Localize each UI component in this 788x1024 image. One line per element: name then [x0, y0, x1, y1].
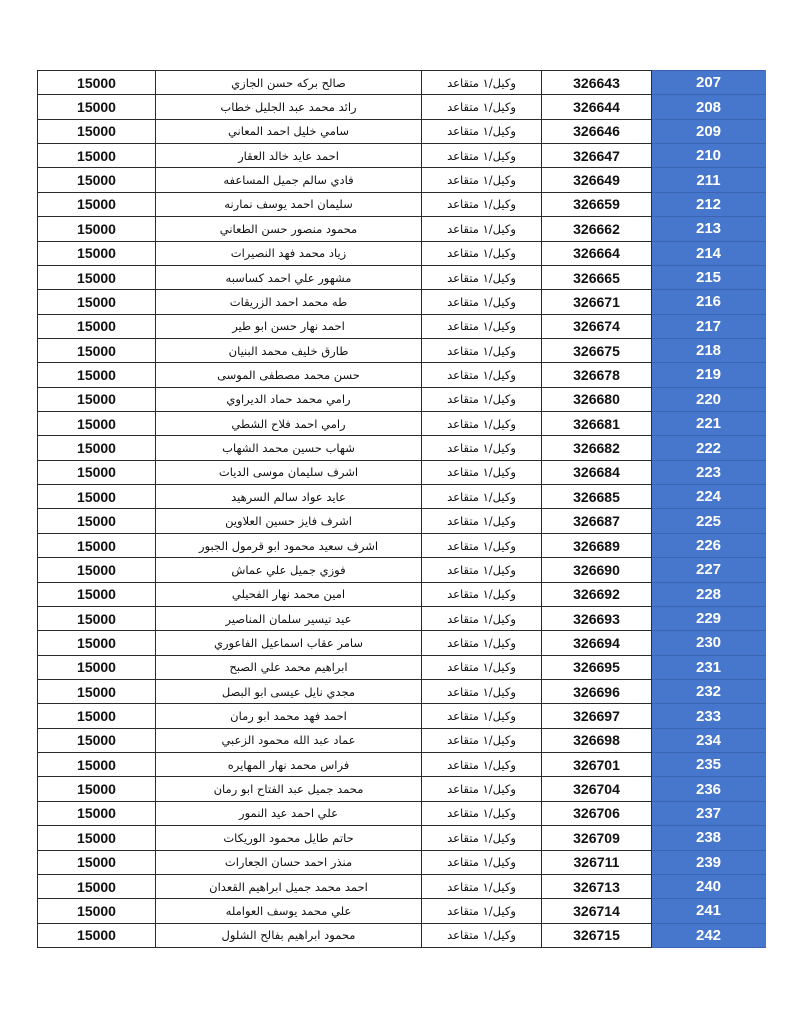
amount-cell: 15000 — [38, 850, 156, 874]
name-cell: طه محمد احمد الزريقات — [156, 290, 422, 314]
id-number-cell: 326693 — [542, 606, 652, 630]
amount-cell: 15000 — [38, 777, 156, 801]
name-cell: محمود منصور حسن الطعاني — [156, 217, 422, 241]
id-number-cell: 326698 — [542, 728, 652, 752]
id-number-cell: 326704 — [542, 777, 652, 801]
table-row — [38, 631, 766, 655]
name-cell: عماد عبد الله محمود الزعبي — [156, 728, 422, 752]
id-number-cell: 326690 — [542, 558, 652, 582]
amount-cell: 15000 — [38, 71, 156, 95]
row-index-cell: 228 — [652, 582, 766, 606]
table-row — [38, 655, 766, 679]
name-cell: عايد عواد سالم السرهيد — [156, 485, 422, 509]
id-number-cell: 326701 — [542, 753, 652, 777]
id-number-cell: 326692 — [542, 582, 652, 606]
id-number-cell: 326715 — [542, 923, 652, 947]
amount-cell: 15000 — [38, 265, 156, 289]
name-cell: فادي سالم جميل المساعفه — [156, 168, 422, 192]
name-cell: سليمان احمد يوسف نمارنه — [156, 192, 422, 216]
table-row — [38, 338, 766, 362]
amount-cell: 15000 — [38, 95, 156, 119]
row-index-cell: 235 — [652, 753, 766, 777]
amount-cell: 15000 — [38, 314, 156, 338]
rank-cell: وكيل/١ متقاعد — [422, 71, 542, 95]
row-index-cell: 207 — [652, 71, 766, 95]
rank-cell: وكيل/١ متقاعد — [422, 826, 542, 850]
name-cell: محمد جميل عبد الفتاح ابو رمان — [156, 777, 422, 801]
rank-cell: وكيل/١ متقاعد — [422, 144, 542, 168]
id-number-cell: 326659 — [542, 192, 652, 216]
table-row — [38, 412, 766, 436]
rank-cell: وكيل/١ متقاعد — [422, 533, 542, 557]
row-index-cell: 218 — [652, 338, 766, 362]
rank-cell: وكيل/١ متقاعد — [422, 363, 542, 387]
name-cell: زياد محمد فهد النصيرات — [156, 241, 422, 265]
table-row — [38, 606, 766, 630]
row-index-cell: 232 — [652, 679, 766, 703]
rank-cell: وكيل/١ متقاعد — [422, 168, 542, 192]
row-index-cell: 236 — [652, 777, 766, 801]
row-index-cell: 221 — [652, 412, 766, 436]
rank-cell: وكيل/١ متقاعد — [422, 899, 542, 923]
table-row — [38, 850, 766, 874]
name-cell: احمد عايد خالد العقار — [156, 144, 422, 168]
rank-cell: وكيل/١ متقاعد — [422, 704, 542, 728]
id-number-cell: 326695 — [542, 655, 652, 679]
table-row — [38, 363, 766, 387]
row-index-cell: 231 — [652, 655, 766, 679]
rank-cell: وكيل/١ متقاعد — [422, 338, 542, 362]
table-row — [38, 241, 766, 265]
rank-cell: وكيل/١ متقاعد — [422, 631, 542, 655]
row-index-cell: 208 — [652, 95, 766, 119]
table-row — [38, 144, 766, 168]
amount-cell: 15000 — [38, 241, 156, 265]
table-row — [38, 265, 766, 289]
row-index-cell: 213 — [652, 217, 766, 241]
amount-cell: 15000 — [38, 826, 156, 850]
amount-cell: 15000 — [38, 606, 156, 630]
rank-cell: وكيل/١ متقاعد — [422, 923, 542, 947]
rank-cell: وكيل/١ متقاعد — [422, 558, 542, 582]
table-row — [38, 899, 766, 923]
name-cell: مجدي نايل عيسى ابو البصل — [156, 679, 422, 703]
id-number-cell: 326649 — [542, 168, 652, 192]
amount-cell: 15000 — [38, 436, 156, 460]
rank-cell: وكيل/١ متقاعد — [422, 217, 542, 241]
name-cell: محمود ابراهيم بفالح الشلول — [156, 923, 422, 947]
rank-cell: وكيل/١ متقاعد — [422, 265, 542, 289]
amount-cell: 15000 — [38, 801, 156, 825]
row-index-cell: 233 — [652, 704, 766, 728]
id-number-cell: 326643 — [542, 71, 652, 95]
id-number-cell: 326681 — [542, 412, 652, 436]
amount-cell: 15000 — [38, 119, 156, 143]
name-cell: منذر احمد حسان الجعارات — [156, 850, 422, 874]
id-number-cell: 326675 — [542, 338, 652, 362]
name-cell: رامي احمد فلاح الشطي — [156, 412, 422, 436]
row-index-cell: 234 — [652, 728, 766, 752]
row-index-cell: 210 — [652, 144, 766, 168]
id-number-cell: 326646 — [542, 119, 652, 143]
table-row — [38, 192, 766, 216]
amount-cell: 15000 — [38, 509, 156, 533]
row-index-cell: 229 — [652, 606, 766, 630]
table-body — [38, 71, 766, 948]
amount-cell: 15000 — [38, 679, 156, 703]
amount-cell: 15000 — [38, 655, 156, 679]
table-row — [38, 679, 766, 703]
amount-cell: 15000 — [38, 412, 156, 436]
id-number-cell: 326706 — [542, 801, 652, 825]
id-number-cell: 326713 — [542, 874, 652, 898]
table-row — [38, 460, 766, 484]
amount-cell: 15000 — [38, 899, 156, 923]
row-index-cell: 240 — [652, 874, 766, 898]
amount-cell: 15000 — [38, 460, 156, 484]
row-index-cell: 215 — [652, 265, 766, 289]
table-row — [38, 728, 766, 752]
amount-cell: 15000 — [38, 558, 156, 582]
table-row — [38, 801, 766, 825]
table-row — [38, 923, 766, 947]
rank-cell: وكيل/١ متقاعد — [422, 679, 542, 703]
rank-cell: وكيل/١ متقاعد — [422, 801, 542, 825]
name-cell: فوزي جميل علي عماش — [156, 558, 422, 582]
amount-cell: 15000 — [38, 168, 156, 192]
id-number-cell: 326647 — [542, 144, 652, 168]
id-number-cell: 326687 — [542, 509, 652, 533]
name-cell: مشهور علي احمد كساسبه — [156, 265, 422, 289]
table-row — [38, 436, 766, 460]
rank-cell: وكيل/١ متقاعد — [422, 314, 542, 338]
table-row — [38, 290, 766, 314]
name-cell: عيد تيسير سلمان المناصير — [156, 606, 422, 630]
row-index-cell: 212 — [652, 192, 766, 216]
name-cell: احمد محمد جميل ابراهيم القعدان — [156, 874, 422, 898]
id-number-cell: 326689 — [542, 533, 652, 557]
rank-cell: وكيل/١ متقاعد — [422, 728, 542, 752]
payment-table-sheet — [37, 70, 765, 948]
name-cell: اشرف فايز حسين العلاوين — [156, 509, 422, 533]
rank-cell: وكيل/١ متقاعد — [422, 655, 542, 679]
amount-cell: 15000 — [38, 582, 156, 606]
rank-cell: وكيل/١ متقاعد — [422, 290, 542, 314]
rank-cell: وكيل/١ متقاعد — [422, 387, 542, 411]
table-row — [38, 168, 766, 192]
id-number-cell: 326665 — [542, 265, 652, 289]
name-cell: حاتم طايل محمود الوريكات — [156, 826, 422, 850]
table-row — [38, 533, 766, 557]
id-number-cell: 326678 — [542, 363, 652, 387]
id-number-cell: 326664 — [542, 241, 652, 265]
rank-cell: وكيل/١ متقاعد — [422, 850, 542, 874]
row-index-cell: 214 — [652, 241, 766, 265]
row-index-cell: 225 — [652, 509, 766, 533]
table-row — [38, 71, 766, 95]
rank-cell: وكيل/١ متقاعد — [422, 509, 542, 533]
amount-cell: 15000 — [38, 363, 156, 387]
row-index-cell: 226 — [652, 533, 766, 557]
amount-cell: 15000 — [38, 217, 156, 241]
table-row — [38, 874, 766, 898]
row-index-cell: 230 — [652, 631, 766, 655]
amount-cell: 15000 — [38, 728, 156, 752]
table-row — [38, 119, 766, 143]
table-row — [38, 95, 766, 119]
row-index-cell: 222 — [652, 436, 766, 460]
table-row — [38, 704, 766, 728]
id-number-cell: 326684 — [542, 460, 652, 484]
name-cell: حسن محمد مصطفى الموسى — [156, 363, 422, 387]
row-index-cell: 227 — [652, 558, 766, 582]
row-index-cell: 239 — [652, 850, 766, 874]
rank-cell: وكيل/١ متقاعد — [422, 119, 542, 143]
name-cell: صالح بركه حسن الجازي — [156, 71, 422, 95]
table-row — [38, 387, 766, 411]
rank-cell: وكيل/١ متقاعد — [422, 241, 542, 265]
table-row — [38, 582, 766, 606]
row-index-cell: 237 — [652, 801, 766, 825]
amount-cell: 15000 — [38, 387, 156, 411]
rank-cell: وكيل/١ متقاعد — [422, 874, 542, 898]
amount-cell: 15000 — [38, 533, 156, 557]
amount-cell: 15000 — [38, 631, 156, 655]
amount-cell: 15000 — [38, 144, 156, 168]
name-cell: طارق خليف محمد البنيان — [156, 338, 422, 362]
table-row — [38, 314, 766, 338]
row-index-cell: 209 — [652, 119, 766, 143]
table-row — [38, 558, 766, 582]
name-cell: امين محمد نهار الفحيلي — [156, 582, 422, 606]
name-cell: سامر عقاب اسماعيل الفاعوري — [156, 631, 422, 655]
name-cell: سامي خليل احمد المعاني — [156, 119, 422, 143]
row-index-cell: 220 — [652, 387, 766, 411]
name-cell: احمد نهار حسن ابو طير — [156, 314, 422, 338]
amount-cell: 15000 — [38, 923, 156, 947]
id-number-cell: 326674 — [542, 314, 652, 338]
payment-table — [37, 70, 766, 948]
rank-cell: وكيل/١ متقاعد — [422, 606, 542, 630]
amount-cell: 15000 — [38, 290, 156, 314]
table-row — [38, 753, 766, 777]
name-cell: رائد محمد عبد الجليل خطاب — [156, 95, 422, 119]
row-index-cell: 211 — [652, 168, 766, 192]
name-cell: احمد فهد محمد ابو رمان — [156, 704, 422, 728]
name-cell: ابراهيم محمد علي الصبح — [156, 655, 422, 679]
rank-cell: وكيل/١ متقاعد — [422, 436, 542, 460]
amount-cell: 15000 — [38, 338, 156, 362]
row-index-cell: 219 — [652, 363, 766, 387]
rank-cell: وكيل/١ متقاعد — [422, 192, 542, 216]
amount-cell: 15000 — [38, 753, 156, 777]
row-index-cell: 217 — [652, 314, 766, 338]
id-number-cell: 326709 — [542, 826, 652, 850]
table-row — [38, 217, 766, 241]
name-cell: اشرف سليمان موسى الديات — [156, 460, 422, 484]
row-index-cell: 216 — [652, 290, 766, 314]
name-cell: اشرف سعيد محمود ابو قرمول الجبور — [156, 533, 422, 557]
id-number-cell: 326682 — [542, 436, 652, 460]
id-number-cell: 326671 — [542, 290, 652, 314]
amount-cell: 15000 — [38, 192, 156, 216]
amount-cell: 15000 — [38, 485, 156, 509]
row-index-cell: 224 — [652, 485, 766, 509]
name-cell: شهاب حسين محمد الشهاب — [156, 436, 422, 460]
row-index-cell: 242 — [652, 923, 766, 947]
rank-cell: وكيل/١ متقاعد — [422, 777, 542, 801]
rank-cell: وكيل/١ متقاعد — [422, 753, 542, 777]
row-index-cell: 241 — [652, 899, 766, 923]
rank-cell: وكيل/١ متقاعد — [422, 412, 542, 436]
row-index-cell: 223 — [652, 460, 766, 484]
rank-cell: وكيل/١ متقاعد — [422, 95, 542, 119]
id-number-cell: 326644 — [542, 95, 652, 119]
name-cell: فراس محمد نهار المهايره — [156, 753, 422, 777]
amount-cell: 15000 — [38, 704, 156, 728]
name-cell: علي محمد يوسف العوامله — [156, 899, 422, 923]
id-number-cell: 326680 — [542, 387, 652, 411]
rank-cell: وكيل/١ متقاعد — [422, 460, 542, 484]
row-index-cell: 238 — [652, 826, 766, 850]
id-number-cell: 326714 — [542, 899, 652, 923]
id-number-cell: 326685 — [542, 485, 652, 509]
name-cell: علي احمد عيد النمور — [156, 801, 422, 825]
id-number-cell: 326711 — [542, 850, 652, 874]
id-number-cell: 326694 — [542, 631, 652, 655]
table-row — [38, 485, 766, 509]
name-cell: رامي محمد حماد الديراوي — [156, 387, 422, 411]
rank-cell: وكيل/١ متقاعد — [422, 485, 542, 509]
rank-cell: وكيل/١ متقاعد — [422, 582, 542, 606]
table-row — [38, 826, 766, 850]
table-row — [38, 777, 766, 801]
id-number-cell: 326697 — [542, 704, 652, 728]
id-number-cell: 326662 — [542, 217, 652, 241]
table-row — [38, 509, 766, 533]
amount-cell: 15000 — [38, 874, 156, 898]
id-number-cell: 326696 — [542, 679, 652, 703]
